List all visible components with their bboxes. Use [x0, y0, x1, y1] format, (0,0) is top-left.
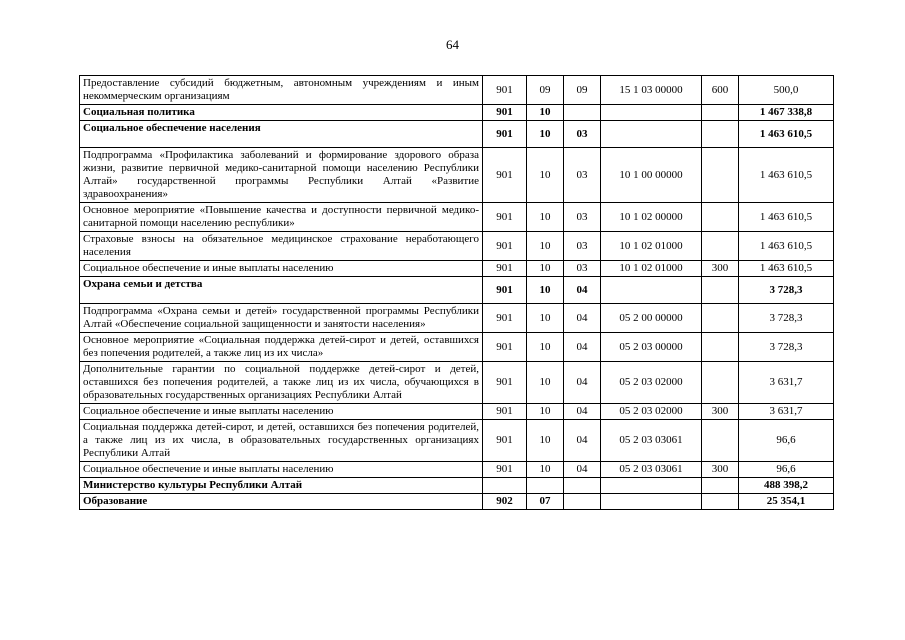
row-subsection-code-cell: 04 [564, 362, 601, 404]
row-target-item-cell: 10 1 00 00000 [601, 148, 702, 203]
row-amount-cell: 25 354,1 [739, 494, 834, 510]
row-target-item-cell: 05 2 03 03061 [601, 462, 702, 478]
table-row [80, 304, 834, 333]
page-number: 64 [446, 37, 459, 52]
table-row [80, 494, 834, 510]
row-gr-code-cell: 901 [483, 333, 527, 362]
row-section-code-cell: 10 [527, 304, 564, 333]
row-expense-type-cell [702, 333, 739, 362]
row-target-item-cell: 10 1 02 01000 [601, 261, 702, 277]
row-gr-code-cell: 901 [483, 462, 527, 478]
table-row [80, 261, 834, 277]
row-expense-type-cell [702, 121, 739, 148]
row-gr-code-cell: 901 [483, 105, 527, 121]
row-section-code-cell: 10 [527, 232, 564, 261]
row-gr-code-cell: 901 [483, 121, 527, 148]
row-name-cell: Социальное обеспечение и иные выплаты населению [80, 261, 483, 277]
row-target-item-cell: 10 1 02 01000 [601, 232, 702, 261]
row-expense-type-cell [702, 304, 739, 333]
row-name-cell: Основное мероприятие «Повышение качества и доступности первичной медико-санитарной помощи населению республики» [80, 203, 483, 232]
row-gr-code-cell: 901 [483, 362, 527, 404]
row-subsection-code-cell: 04 [564, 304, 601, 333]
row-gr-code-cell: 901 [483, 232, 527, 261]
row-subsection-code-cell: 04 [564, 420, 601, 462]
row-target-item-cell: 05 2 00 00000 [601, 304, 702, 333]
row-name-cell: Подпрограмма «Охрана семьи и детей» государственной программы Республики Алтай «Обеспечение социальной защищенности и занятости населения» [80, 304, 483, 333]
row-name-cell: Дополнительные гарантии по социальной поддержке детей-сирот и детей, оставшихся без попечения родителей, а также лиц из их числа, обучающихся в образовательных государственных организациях Республики Алтай [80, 362, 483, 404]
row-name-cell: Социальное обеспечение населения [80, 121, 483, 148]
budget-table [79, 75, 834, 510]
row-amount-cell: 3 728,3 [739, 304, 834, 333]
row-expense-type-cell [702, 494, 739, 510]
row-subsection-code-cell: 04 [564, 277, 601, 304]
row-name-cell: Социальная политика [80, 105, 483, 121]
row-subsection-code-cell: 04 [564, 462, 601, 478]
row-target-item-cell: 05 2 03 02000 [601, 404, 702, 420]
table-row [80, 76, 834, 105]
table-row [80, 362, 834, 404]
row-expense-type-cell [702, 420, 739, 462]
table-row [80, 105, 834, 121]
row-target-item-cell [601, 478, 702, 494]
row-name-cell: Охрана семьи и детства [80, 277, 483, 304]
row-gr-code-cell: 901 [483, 261, 527, 277]
row-gr-code-cell: 901 [483, 420, 527, 462]
row-gr-code-cell: 901 [483, 277, 527, 304]
row-gr-code-cell: 901 [483, 404, 527, 420]
row-name-cell: Предоставление субсидий бюджетным, автономным учреждениям и иным некоммерческим организациям [80, 76, 483, 105]
row-expense-type-cell: 300 [702, 462, 739, 478]
row-section-code-cell: 10 [527, 148, 564, 203]
row-amount-cell: 1 463 610,5 [739, 261, 834, 277]
row-amount-cell: 3 728,3 [739, 277, 834, 304]
row-name-cell: Социальное обеспечение и иные выплаты населению [80, 404, 483, 420]
row-amount-cell: 500,0 [739, 76, 834, 105]
row-section-code-cell: 10 [527, 404, 564, 420]
row-amount-cell: 1 463 610,5 [739, 203, 834, 232]
row-section-code-cell: 09 [527, 76, 564, 105]
row-subsection-code-cell: 04 [564, 333, 601, 362]
row-expense-type-cell [702, 362, 739, 404]
table-row [80, 404, 834, 420]
row-target-item-cell: 10 1 02 00000 [601, 203, 702, 232]
row-section-code-cell: 10 [527, 203, 564, 232]
row-amount-cell: 1 463 610,5 [739, 121, 834, 148]
row-name-cell: Страховые взносы на обязательное медицинское страхование неработающего населения [80, 232, 483, 261]
row-gr-code-cell: 901 [483, 76, 527, 105]
row-amount-cell: 1 463 610,5 [739, 232, 834, 261]
row-gr-code-cell [483, 478, 527, 494]
row-expense-type-cell [702, 478, 739, 494]
row-name-cell: Подпрограмма «Профилактика заболеваний и формирование здорового образа жизни, развитие первичной медико-санитарной помощи населению Республики Алтай» государственной программы Республики Алтай «Развитие здравоохранения» [80, 148, 483, 203]
row-gr-code-cell: 901 [483, 304, 527, 333]
row-amount-cell: 96,6 [739, 420, 834, 462]
table-row [80, 478, 834, 494]
row-subsection-code-cell: 03 [564, 232, 601, 261]
row-section-code-cell: 10 [527, 362, 564, 404]
row-amount-cell: 488 398,2 [739, 478, 834, 494]
table-row [80, 420, 834, 462]
row-name-cell: Социальное обеспечение и иные выплаты населению [80, 462, 483, 478]
row-target-item-cell: 05 2 03 00000 [601, 333, 702, 362]
table-row [80, 462, 834, 478]
row-section-code-cell: 10 [527, 333, 564, 362]
row-section-code-cell: 10 [527, 261, 564, 277]
row-subsection-code-cell: 04 [564, 404, 601, 420]
row-subsection-code-cell: 03 [564, 203, 601, 232]
row-expense-type-cell [702, 148, 739, 203]
row-target-item-cell [601, 121, 702, 148]
row-subsection-code-cell [564, 494, 601, 510]
row-amount-cell: 3 728,3 [739, 333, 834, 362]
row-subsection-code-cell: 03 [564, 261, 601, 277]
row-name-cell: Социальная поддержка детей-сирот, и детей, оставшихся без попечения родителей, а также лиц из их числа, в образовательных государственных организациях Республики Алтай [80, 420, 483, 462]
row-expense-type-cell [702, 232, 739, 261]
row-expense-type-cell [702, 203, 739, 232]
row-amount-cell: 1 467 338,8 [739, 105, 834, 121]
row-target-item-cell [601, 105, 702, 121]
row-name-cell: Основное мероприятие «Социальная поддержка детей-сирот и детей, оставшихся без попечения родителей, а также лиц из их числа» [80, 333, 483, 362]
budget-table-body [80, 76, 834, 510]
row-gr-code-cell: 902 [483, 494, 527, 510]
row-gr-code-cell: 901 [483, 148, 527, 203]
row-section-code-cell: 10 [527, 462, 564, 478]
row-gr-code-cell: 901 [483, 203, 527, 232]
row-subsection-code-cell: 03 [564, 121, 601, 148]
row-name-cell: Министерство культуры Республики Алтай [80, 478, 483, 494]
table-row [80, 203, 834, 232]
row-subsection-code-cell [564, 478, 601, 494]
row-target-item-cell: 15 1 03 00000 [601, 76, 702, 105]
row-section-code-cell: 10 [527, 105, 564, 121]
row-section-code-cell: 10 [527, 420, 564, 462]
row-expense-type-cell [702, 277, 739, 304]
table-row [80, 277, 834, 304]
row-section-code-cell [527, 478, 564, 494]
row-subsection-code-cell: 03 [564, 148, 601, 203]
row-section-code-cell: 07 [527, 494, 564, 510]
row-expense-type-cell: 300 [702, 261, 739, 277]
row-amount-cell: 1 463 610,5 [739, 148, 834, 203]
row-expense-type-cell: 300 [702, 404, 739, 420]
row-subsection-code-cell [564, 105, 601, 121]
row-target-item-cell [601, 277, 702, 304]
table-row [80, 148, 834, 203]
row-expense-type-cell [702, 105, 739, 121]
row-target-item-cell: 05 2 03 03061 [601, 420, 702, 462]
row-amount-cell: 3 631,7 [739, 362, 834, 404]
table-row [80, 232, 834, 261]
row-section-code-cell: 10 [527, 121, 564, 148]
row-name-cell: Образование [80, 494, 483, 510]
row-target-item-cell [601, 494, 702, 510]
row-amount-cell: 96,6 [739, 462, 834, 478]
table-row [80, 121, 834, 148]
row-amount-cell: 3 631,7 [739, 404, 834, 420]
row-expense-type-cell: 600 [702, 76, 739, 105]
row-target-item-cell: 05 2 03 02000 [601, 362, 702, 404]
row-section-code-cell: 10 [527, 277, 564, 304]
table-row [80, 333, 834, 362]
row-subsection-code-cell: 09 [564, 76, 601, 105]
